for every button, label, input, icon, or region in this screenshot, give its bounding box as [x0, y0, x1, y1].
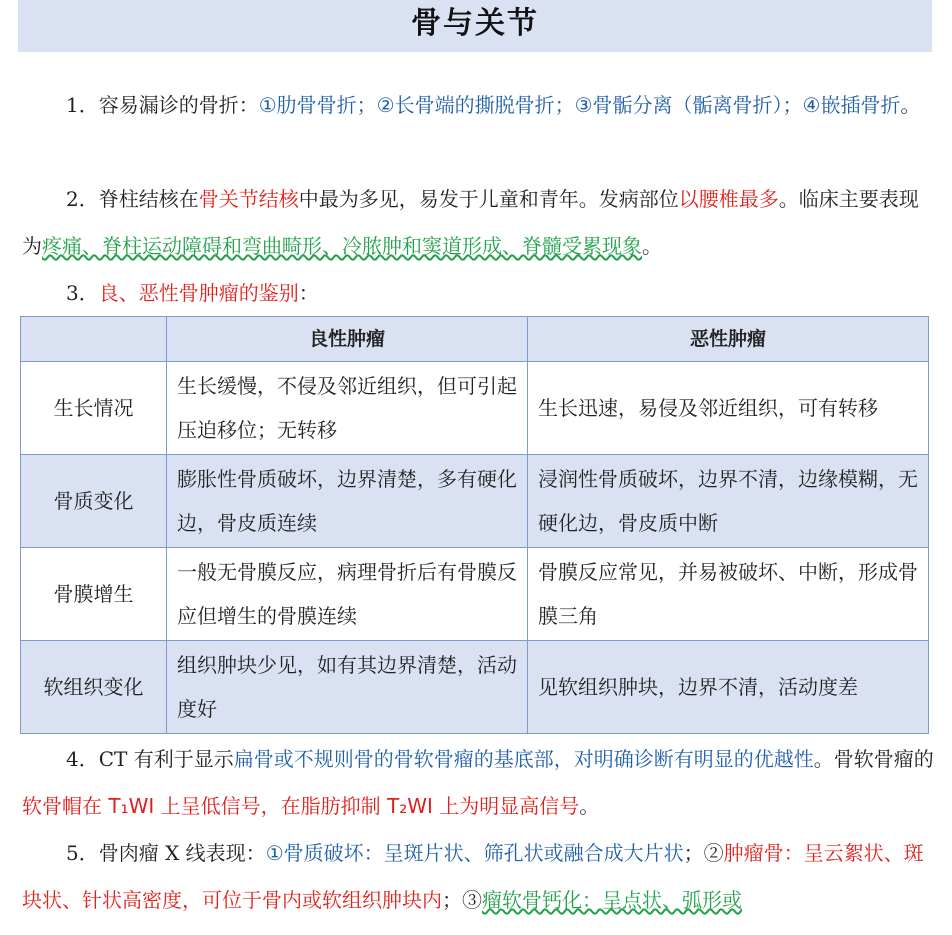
p3-heading: 良、恶性骨肿瘤的鉴别	[98, 281, 299, 305]
p4-text-2: 。骨软骨瘤的	[813, 747, 934, 771]
paragraph-4	[22, 736, 934, 830]
p5-text-1: 5．骨肉瘤 X 线表现：	[66, 841, 266, 865]
table-row	[21, 548, 929, 641]
paragraph-3	[22, 270, 934, 317]
benign-cell: 生长缓慢，不侵及邻近组织，但可引起压迫移位；无转移	[167, 362, 528, 455]
p4-highlight-2: 软骨帽在 T₁WI 上呈低信号，在脂肪抑制 T₂WI 上为明显高信号	[22, 794, 580, 818]
malignant-cell: 骨膜反应常见，并易被破坏、中断，形成骨膜三角	[528, 548, 929, 641]
table-header-benign: 良性肿瘤	[167, 317, 528, 362]
table-row	[21, 455, 929, 548]
p3-suffix: ：	[298, 281, 319, 305]
row-label: 骨膜增生	[21, 548, 167, 641]
p5-text-3: ；③	[442, 888, 482, 912]
p2-highlight-1: 骨关节结核	[198, 187, 299, 211]
page-title: 骨与关节	[411, 6, 539, 41]
p4-highlight-1: 扁骨或不规则骨的骨软骨瘤的基底部，对明确诊断有明显的优越性	[233, 747, 814, 771]
benign-cell: 膨胀性骨质破坏，边界清楚，多有硬化边，骨皮质连续	[167, 455, 528, 548]
paragraph-1	[22, 82, 934, 129]
table-row	[21, 362, 929, 455]
p5-highlight-3: 瘤软骨钙化：呈点状、弧形或	[482, 888, 742, 912]
benign-cell: 组织肿块少见，如有其边界清楚，活动度好	[167, 641, 528, 734]
p3-prefix: 3．	[66, 281, 99, 305]
p2-text-3: 。临床主要表现为	[22, 187, 919, 258]
p1-prefix: 1．容易漏诊的骨折：	[66, 93, 259, 117]
paragraph-2	[22, 176, 934, 270]
title-bar	[18, 0, 932, 52]
tumor-comparison-table	[20, 316, 929, 734]
p2-text-2: 中最为多见，易发于儿童和青年。发病部位	[298, 187, 679, 211]
malignant-cell: 见软组织肿块，边界不清，活动度差	[528, 641, 929, 734]
p5-text-2: ；②	[683, 841, 724, 865]
p2-text-1: 2．脊柱结核在	[66, 187, 199, 211]
p2-text-4: 。	[642, 234, 662, 258]
row-label: 软组织变化	[21, 641, 167, 734]
table-row	[21, 641, 929, 734]
paragraph-5	[22, 830, 934, 924]
p5-highlight-2: 肿瘤骨：呈云絮状、斑块状、针状高密度，可位于骨内或软组织肿块内	[22, 841, 924, 912]
table-header-row	[21, 317, 929, 362]
row-label: 生长情况	[21, 362, 167, 455]
p2-symptoms: 疼痛、脊柱运动障碍和弯曲畸形、冷脓肿和窦道形成、脊髓受累现象	[42, 234, 642, 258]
benign-cell: 一般无骨膜反应，病理骨折后有骨膜反应但增生的骨膜连续	[167, 548, 528, 641]
malignant-cell: 生长迅速，易侵及邻近组织，可有转移	[528, 362, 929, 455]
p2-highlight-2: 以腰椎最多	[678, 187, 779, 211]
malignant-cell: 浸润性骨质破坏，边界不清，边缘模糊，无硬化边，骨皮质中断	[528, 455, 929, 548]
table-header-malignant: 恶性肿瘤	[528, 317, 929, 362]
table-header-blank	[21, 317, 167, 362]
p1-items: ①肋骨骨折；②长骨端的撕脱骨折；③骨骺分离（骺离骨折）；④嵌插骨折	[258, 93, 901, 117]
p4-text-1: 4．CT 有利于显示	[66, 747, 234, 771]
p1-suffix: 。	[900, 93, 921, 117]
p4-text-3: 。	[579, 794, 600, 818]
row-label: 骨质变化	[21, 455, 167, 548]
p5-highlight-1: ①骨质破坏：呈斑片状、筛孔状或融合成大片状	[265, 841, 684, 865]
